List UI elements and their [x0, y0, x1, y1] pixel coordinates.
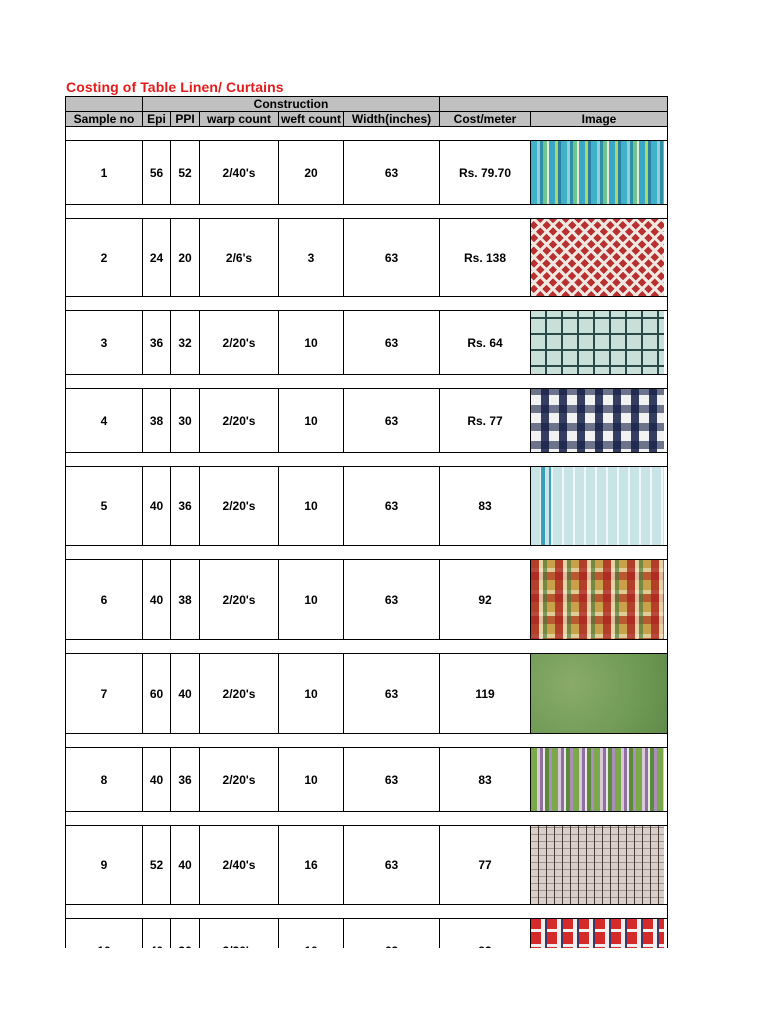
header-cell-empty	[66, 97, 143, 112]
width-cell: 63	[344, 467, 440, 546]
header-row	[66, 112, 668, 127]
weft-count-cell: 16	[279, 826, 344, 905]
cost-cell: Rs. 64	[440, 311, 531, 375]
width-cell: 63	[344, 311, 440, 375]
header-row-group	[66, 97, 668, 112]
red-gold-plaid-fabric-image	[531, 560, 664, 640]
teal-grid-check-fabric-image	[531, 311, 664, 375]
sample-no-cell: 6	[66, 560, 143, 640]
epi-cell: 38	[143, 389, 171, 453]
table-row	[66, 311, 668, 375]
sample-no-cell: 3	[66, 311, 143, 375]
ppi-cell: 36	[171, 748, 200, 812]
spacer-row	[66, 453, 668, 467]
image-cell	[531, 311, 668, 375]
blue-green-stripes-fabric-image	[531, 141, 664, 205]
epi-cell: 40	[143, 467, 171, 546]
table-row	[66, 560, 668, 640]
spacer-cell	[66, 205, 668, 219]
width-cell: 63	[344, 654, 440, 734]
costing-table	[65, 96, 668, 983]
spacer-row	[66, 905, 668, 919]
green-jacquard-fabric-image	[531, 654, 667, 734]
epi-cell: 52	[143, 826, 171, 905]
spacer-row	[66, 546, 668, 560]
sample-no-cell: 1	[66, 141, 143, 205]
spacer-cell	[66, 453, 668, 467]
ppi-cell: 40	[171, 654, 200, 734]
spacer-row	[66, 640, 668, 654]
ppi-cell: 36	[171, 467, 200, 546]
sample-no-cell: 7	[66, 654, 143, 734]
weft-count-cell: 10	[279, 467, 344, 546]
weft-count-cell: 10	[279, 560, 344, 640]
cost-cell: 83	[440, 748, 531, 812]
cost-cell: Rs. 77	[440, 389, 531, 453]
warp-count-cell: 2/20's	[200, 654, 279, 734]
width-cell: 63	[344, 560, 440, 640]
table-body	[66, 127, 668, 983]
epi-cell: 36	[143, 311, 171, 375]
sample-no-cell: 9	[66, 826, 143, 905]
cost-cell: 77	[440, 826, 531, 905]
navy-gingham-check-fabric-image	[531, 389, 664, 453]
weft-count-cell: 10	[279, 311, 344, 375]
table-row	[66, 467, 668, 546]
warp-count-cell: 2/20's	[200, 311, 279, 375]
ppi-cell: 40	[171, 826, 200, 905]
ppi-cell: 38	[171, 560, 200, 640]
spacer-row	[66, 127, 668, 141]
spacer-cell	[66, 297, 668, 311]
table-row	[66, 141, 668, 205]
spacer-row	[66, 375, 668, 389]
image-cell	[531, 389, 668, 453]
spacer-row	[66, 734, 668, 748]
spacer-row	[66, 297, 668, 311]
warp-count-cell: 2/40's	[200, 826, 279, 905]
epi-cell: 24	[143, 219, 171, 297]
image-cell	[531, 654, 668, 734]
cost-cell: Rs. 138	[440, 219, 531, 297]
image-cell	[531, 826, 668, 905]
header-construction: Construction	[143, 97, 440, 112]
spacer-cell	[66, 127, 668, 141]
spacer-row	[66, 205, 668, 219]
warp-count-cell: 2/20's	[200, 389, 279, 453]
cost-cell: Rs. 79.70	[440, 141, 531, 205]
weft-count-cell: 10	[279, 748, 344, 812]
spacer-cell	[66, 546, 668, 560]
spacer-cell	[66, 812, 668, 826]
header-cost: Cost/meter	[440, 112, 531, 127]
header-ppi: PPI	[171, 112, 200, 127]
header-image: Image	[531, 112, 668, 127]
image-cell	[531, 467, 668, 546]
spacer-cell	[66, 734, 668, 748]
ppi-cell: 32	[171, 311, 200, 375]
sample-no-cell: 2	[66, 219, 143, 297]
ppi-cell: 30	[171, 389, 200, 453]
cost-cell: 119	[440, 654, 531, 734]
epi-cell: 56	[143, 141, 171, 205]
light-blue-stripes-fabric-image	[531, 467, 664, 546]
width-cell: 63	[344, 141, 440, 205]
image-cell	[531, 219, 668, 297]
spacer-cell	[66, 905, 668, 919]
width-cell: 63	[344, 748, 440, 812]
image-cell	[531, 141, 668, 205]
width-cell: 63	[344, 219, 440, 297]
spacer-cell	[66, 375, 668, 389]
warp-count-cell: 2/20's	[200, 467, 279, 546]
header-cell-empty	[440, 97, 668, 112]
header-width: Width(inches)	[344, 112, 440, 127]
weft-count-cell: 10	[279, 389, 344, 453]
page-bottom-margin	[0, 948, 768, 1024]
sample-no-cell: 5	[66, 467, 143, 546]
table-row	[66, 219, 668, 297]
weft-count-cell: 20	[279, 141, 344, 205]
epi-cell: 40	[143, 748, 171, 812]
warp-count-cell: 2/40's	[200, 141, 279, 205]
epi-cell: 60	[143, 654, 171, 734]
table-row	[66, 654, 668, 734]
cost-cell: 92	[440, 560, 531, 640]
width-cell: 63	[344, 826, 440, 905]
warp-count-cell: 2/6's	[200, 219, 279, 297]
header-sample-no: Sample no	[66, 112, 143, 127]
sample-no-cell: 8	[66, 748, 143, 812]
warp-count-cell: 2/20's	[200, 748, 279, 812]
weft-count-cell: 10	[279, 654, 344, 734]
document-title: Costing of Table Linen/ Curtains	[66, 79, 284, 95]
red-white-weave-fabric-image	[531, 219, 664, 297]
green-purple-stripes-fabric-image	[531, 748, 664, 812]
table-row	[66, 389, 668, 453]
warp-count-cell: 2/20's	[200, 560, 279, 640]
cost-cell: 83	[440, 467, 531, 546]
sample-no-cell: 4	[66, 389, 143, 453]
header-epi: Epi	[143, 112, 171, 127]
brown-pinstripe-fabric-image	[531, 826, 664, 905]
image-cell	[531, 560, 668, 640]
epi-cell: 40	[143, 560, 171, 640]
image-cell	[531, 748, 668, 812]
header-warp-count: warp count	[200, 112, 279, 127]
ppi-cell: 52	[171, 141, 200, 205]
header-weft-count: weft count	[279, 112, 344, 127]
ppi-cell: 20	[171, 219, 200, 297]
width-cell: 63	[344, 389, 440, 453]
weft-count-cell: 3	[279, 219, 344, 297]
spacer-cell	[66, 640, 668, 654]
spacer-row	[66, 812, 668, 826]
table-row	[66, 748, 668, 812]
table-row	[66, 826, 668, 905]
